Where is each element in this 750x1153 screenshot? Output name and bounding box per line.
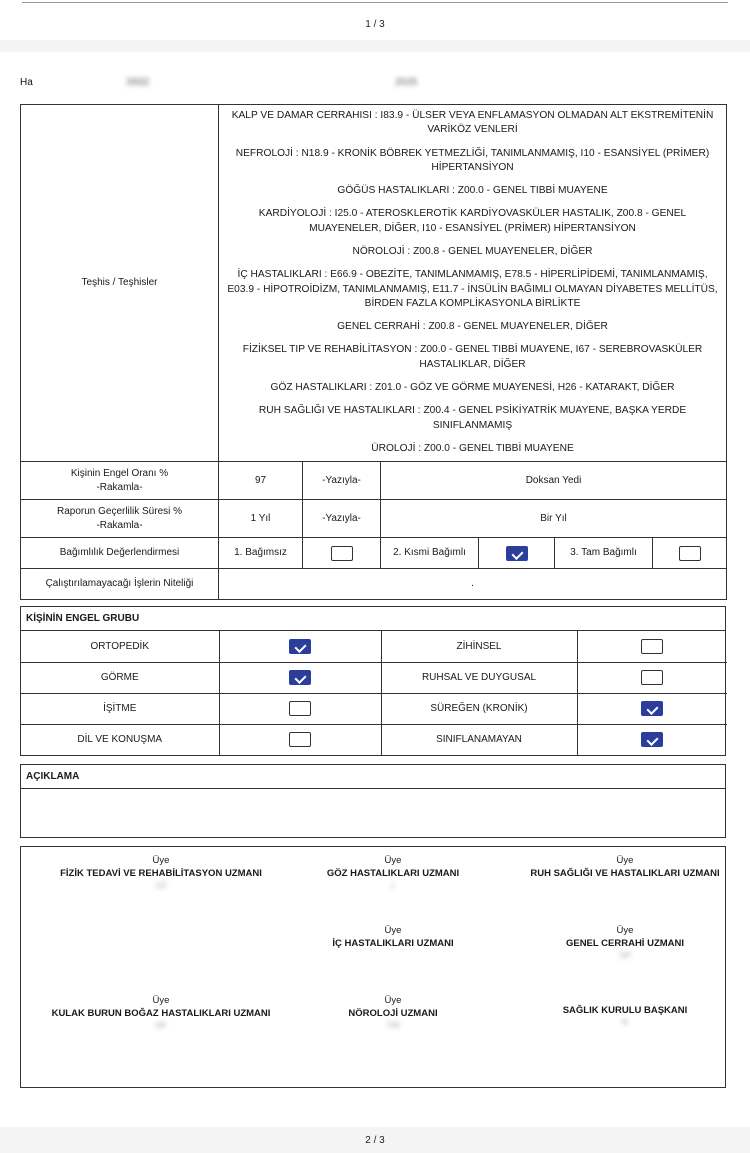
- signature-block: [51, 995, 271, 1029]
- signature-title: SAĞLIK KURULU BAŞKANI: [562, 1005, 688, 1016]
- signature-name-fragment: N: [622, 1017, 628, 1026]
- disability-group-checkbox-cell: [219, 662, 381, 693]
- signature-name-fragment: TIN: [386, 1020, 400, 1029]
- disability-group-section: [20, 606, 726, 756]
- disability-group-label: SÜREĞEN (KRONİK): [381, 693, 577, 724]
- signature-role: Üye: [384, 855, 402, 866]
- signature-block: [515, 855, 735, 889]
- explanation-section: [20, 764, 726, 838]
- checkbox-icon: [289, 701, 311, 716]
- diagnosis-item: RUH SAĞLIĞI VE HASTALIKLARI : Z00.4 - GENEL PSİKİYATRİK MUAYENE, BAŞKA YERDE SINIFLANMAMIŞ: [258, 405, 687, 431]
- diagnosis-item: KALP VE DAMAR CERRAHISI : I83.9 - ÜLSER VEYA ENFLAMASYON OLMADAN ALT EKSTREMİTENİN VARİKÖZ VENLERİ: [231, 110, 714, 136]
- disability-group-label: DİL VE KONUŞMA: [21, 724, 219, 755]
- diagnosis-item: GÖZ HASTALIKLARI : Z01.0 - GÖZ VE GÖRME MUAYENESİ, H26 - KATARAKT, DİĞER: [270, 381, 675, 393]
- checkbox-icon: [641, 732, 663, 747]
- validity-written-value: Bir Yıl: [381, 500, 727, 538]
- checkbox-icon: [289, 639, 311, 654]
- disability-group-table: [21, 631, 727, 755]
- disability-group-label: RUHSAL VE DUYGUSAL: [381, 662, 577, 693]
- disability-rate-row: [21, 462, 727, 500]
- report-table: [20, 104, 727, 600]
- signature-block: [515, 1005, 735, 1026]
- disability-group-label: ZİHİNSEL: [381, 631, 577, 662]
- signature-role: Üye: [384, 995, 402, 1006]
- disability-group-checkbox-cell: [577, 693, 727, 724]
- disability-rate-value: 97: [219, 462, 303, 500]
- diagnosis-list: [219, 105, 727, 462]
- signature-name-fragment: OP: [619, 950, 631, 959]
- jobs-value: .: [219, 569, 727, 600]
- disability-group-row: [21, 662, 727, 693]
- signature-title: KULAK BURUN BOĞAZ HASTALIKLARI UZMANI: [51, 1007, 271, 1019]
- disability-group-row: [21, 724, 727, 755]
- signature-block: [283, 925, 503, 959]
- diagnosis-item: GENEL CERRAHİ : Z00.8 - GENEL MUAYENELER, DİĞER: [337, 321, 608, 333]
- disability-group-row: [21, 693, 727, 724]
- header-date-fragment: 2025: [394, 77, 418, 88]
- disability-group-label: SINIFLANAMAYAN: [381, 724, 577, 755]
- signature-name-fragment: UZ: [155, 880, 167, 889]
- checkbox-icon: [641, 670, 663, 685]
- checkbox-icon: [641, 701, 663, 716]
- checkbox-icon: [506, 546, 528, 561]
- dependency-checkbox-full: [653, 538, 727, 569]
- diagnosis-item: NÖROLOJİ : Z00.8 - GENEL MUAYENELER, DİĞER: [352, 245, 593, 257]
- disability-rate-label: Kişinin Engel Oranı % -Rakamla-: [21, 462, 219, 500]
- dependency-row: [21, 538, 727, 569]
- checkbox-icon: [289, 732, 311, 747]
- page-number-bottom: 2 / 3: [365, 1135, 385, 1146]
- diagnosis-item: FİZİKSEL TIP VE REHABİLİTASYON : Z00.0 - GENEL TIBBİ MUAYENE, I67 - SEREBROVASKÜLER HASTALIKLAR, DİĞER: [242, 344, 703, 370]
- signature-role: Üye: [616, 925, 634, 936]
- validity-value: 1 Yıl: [219, 500, 303, 538]
- signature-title: GENEL CERRAHİ UZMANI: [565, 937, 685, 949]
- dependency-option-label: 1. Bağımsız: [219, 538, 303, 569]
- diagnosis-label: Teşhis / Teşhisler: [21, 105, 219, 462]
- diagnosis-item: NEFROLOJİ : N18.9 - KRONİK BÖBREK YETMEZLİĞİ, TANIMLANMAMIŞ, I10 - ESANSİYEL (PRİMER) HİPERTANSİYON: [235, 147, 710, 173]
- disability-group-checkbox-cell: [219, 693, 381, 724]
- signature-name-fragment: (: [391, 880, 395, 889]
- document-page: [0, 52, 750, 1127]
- disability-group-checkbox-cell: [219, 631, 381, 662]
- disability-group-checkbox-cell: [577, 631, 727, 662]
- header-id-fragment: .5932: [124, 77, 150, 88]
- signature-block: [283, 855, 503, 889]
- signature-title: NÖROLOJİ UZMANI: [348, 1007, 438, 1019]
- disability-group-checkbox-cell: [577, 724, 727, 755]
- signature-block: [51, 855, 271, 889]
- diagnosis-row: [21, 105, 727, 462]
- explanation-title: AÇIKLAMA: [21, 765, 725, 789]
- disability-group-label: ORTOPEDİK: [21, 631, 219, 662]
- previous-page-footer: [0, 0, 750, 40]
- disability-rate-written-value: Doksan Yedi: [381, 462, 727, 500]
- signature-name-fragment: [283, 951, 503, 959]
- validity-written-label: -Yazıyla-: [303, 500, 381, 538]
- checkbox-icon: [641, 639, 663, 654]
- signature-title: FİZİK TEDAVİ VE REHABİLİTASYON UZMANI: [60, 867, 262, 879]
- signature-block: [283, 995, 503, 1029]
- validity-label: Raporun Geçerlilik Süresi % -Rakamla-: [21, 500, 219, 538]
- disability-group-row: [21, 631, 727, 662]
- disability-group-label: GÖRME: [21, 662, 219, 693]
- jobs-label: Çalıştırılamayacağı İşlerin Niteliği: [21, 569, 219, 600]
- page-divider: [22, 2, 728, 3]
- diagnosis-item: KARDİYOLOJİ : I25.0 - ATEROSKLEROTİK KARDİYOVASKÜLER HASTALIK, Z00.8 - GENEL MUAYENELER, DİĞER, I10 - ESANSİYEL (PRİMER) HİPERTANSİYON: [258, 208, 687, 234]
- patient-header: [20, 77, 417, 88]
- signature-role: Üye: [152, 995, 170, 1006]
- disability-group-label: İŞİTME: [21, 693, 219, 724]
- signature-block: [515, 925, 735, 959]
- jobs-row: [21, 569, 727, 600]
- signature-title: RUH SAĞLIĞI VE HASTALIKLARI UZMANI: [530, 867, 720, 879]
- validity-row: [21, 500, 727, 538]
- disability-group-title: KİŞİNİN ENGEL GRUBU: [21, 607, 725, 631]
- diagnosis-item: İÇ HASTALIKLARI : E66.9 - OBEZİTE, TANIMLANMAMIŞ, E78.5 - HİPERLİPİDEMİ, TANIMLANMAMIŞ, E03.9 - HİPOTROİDİZM, TANIMLANMAMIŞ, E11.7 - İNSÜLİN BAĞIMLI OLMAYAN DİYABETES MELLİTÜS, BİRDEN FAZLA KOMPLİKASYONLA BİRLİKTE: [227, 269, 718, 309]
- checkbox-icon: [331, 546, 353, 561]
- signature-role: Üye: [152, 855, 170, 866]
- disability-rate-written-label: -Yazıyla-: [303, 462, 381, 500]
- diagnosis-item: ÜROLOJİ : Z00.0 - GENEL TIBBİ MUAYENE: [371, 442, 574, 454]
- dependency-checkbox-independent: [303, 538, 381, 569]
- signature-name-fragment: OF: [155, 1020, 167, 1029]
- signature-title: İÇ HASTALIKLARI UZMANI: [332, 937, 454, 949]
- signature-role: Üye: [616, 855, 634, 866]
- dependency-option-label: 3. Tam Bağımlı: [555, 538, 653, 569]
- checkbox-icon: [289, 670, 311, 685]
- dependency-checkbox-partial: [479, 538, 555, 569]
- signature-title: GÖZ HASTALIKLARI UZMANI: [326, 867, 460, 879]
- diagnosis-item: GÖĞÜS HASTALIKLARI : Z00.0 - GENEL TIBBİ MUAYENE: [337, 185, 608, 197]
- dependency-label: Bağımlılık Değerlendirmesi: [21, 538, 219, 569]
- disability-group-checkbox-cell: [577, 662, 727, 693]
- signature-name-fragment: [515, 881, 735, 889]
- disability-group-checkbox-cell: [219, 724, 381, 755]
- signatures-section: [20, 846, 726, 1088]
- dependency-option-label: 2. Kısmi Bağımlı: [381, 538, 479, 569]
- signature-role: Üye: [384, 925, 402, 936]
- header-label: Ha: [20, 77, 33, 88]
- checkbox-icon: [679, 546, 701, 561]
- page-number-top: 1 / 3: [365, 19, 385, 30]
